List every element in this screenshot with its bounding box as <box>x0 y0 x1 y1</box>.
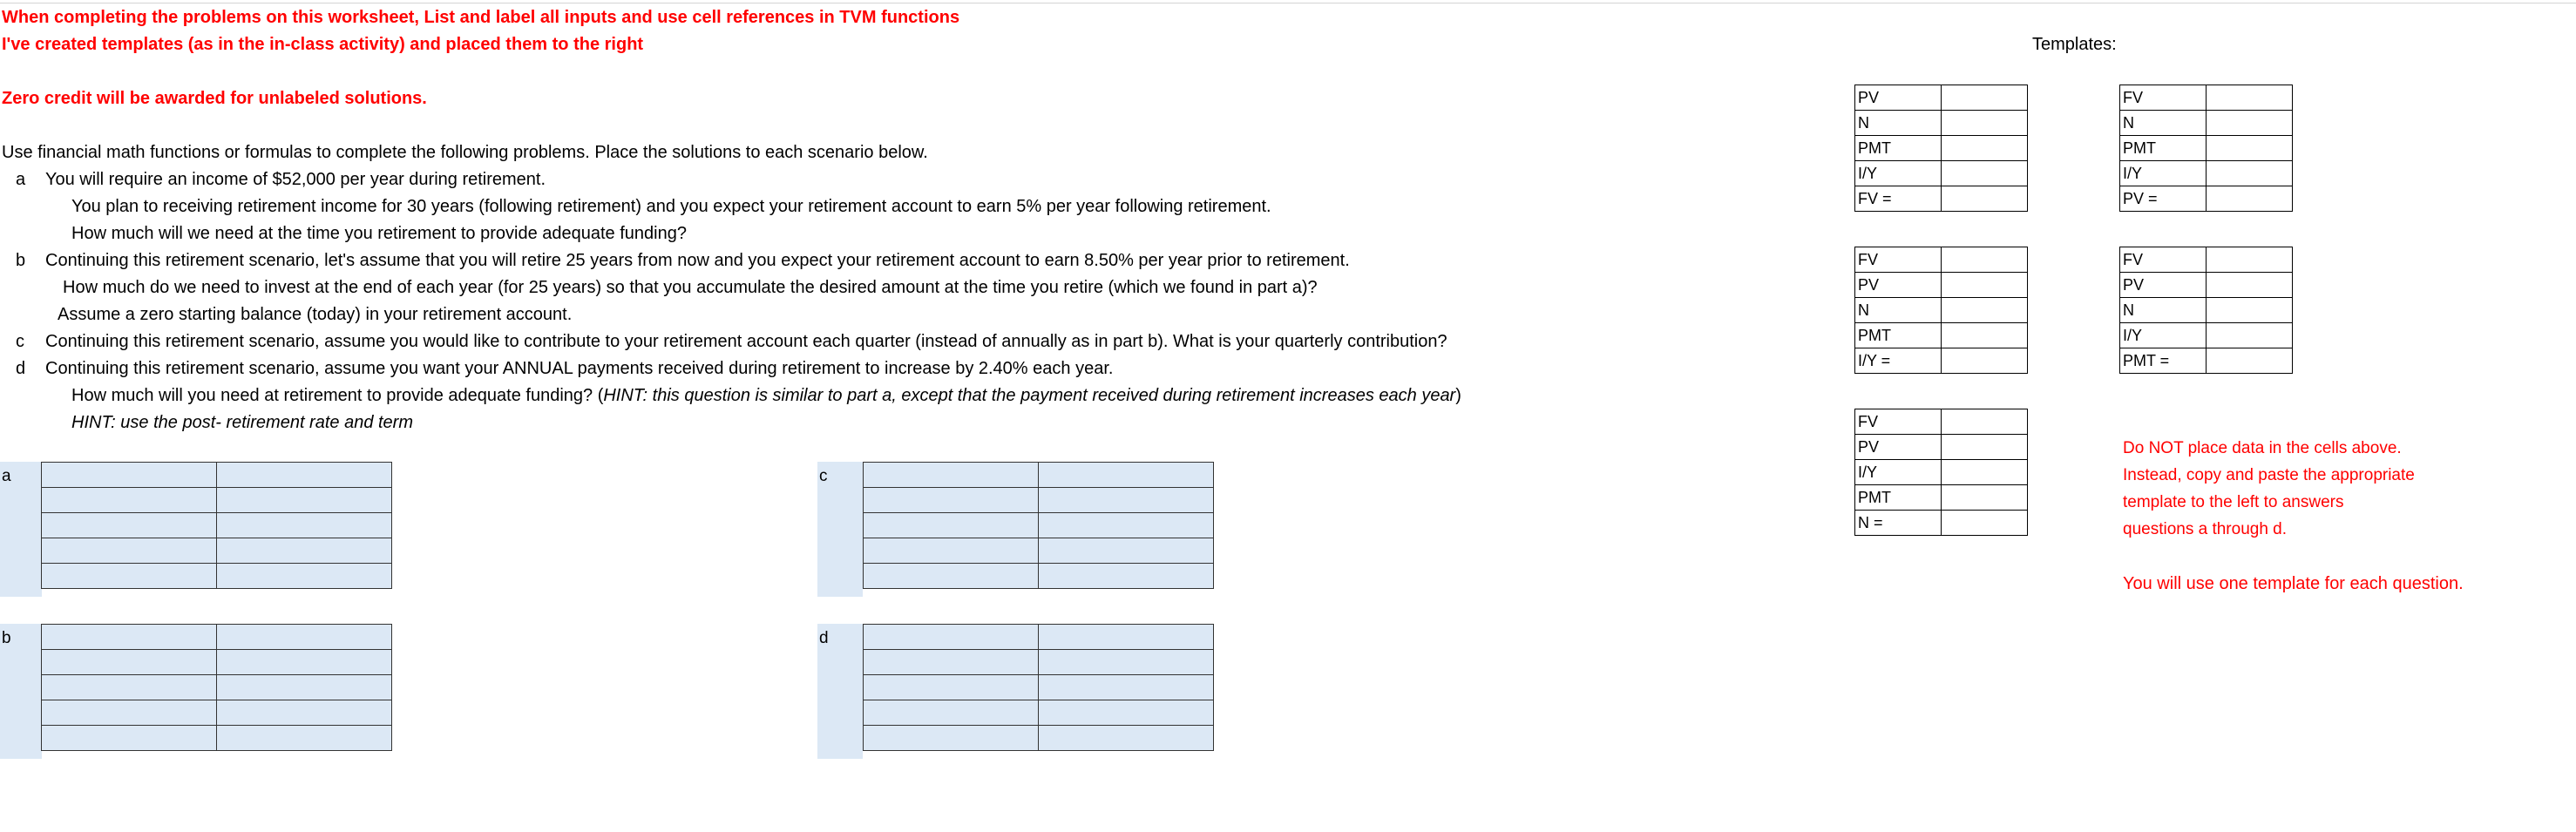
question-b-line-1: Continuing this retirement scenario, let's assume that you will retire 25 years from now and you expect your retirement account to earn 8.50% per year prior to retirement. <box>45 251 1350 270</box>
template-cell-value[interactable] <box>2207 348 2293 374</box>
template-row <box>2120 247 2293 273</box>
answer-cell[interactable] <box>1039 700 1214 726</box>
answer-c-label: c <box>819 467 828 485</box>
answer-row <box>864 625 1214 650</box>
template-cell-label[interactable]: I/Y <box>1855 161 1942 186</box>
template-row <box>1855 460 2028 485</box>
template-n <box>1854 409 2028 536</box>
sheet-top-gridline <box>0 0 2576 3</box>
answer-cell[interactable] <box>217 488 392 513</box>
answer-cell[interactable] <box>42 700 217 726</box>
template-cell-value[interactable] <box>1942 136 2028 161</box>
answer-row <box>864 538 1214 564</box>
answer-row <box>864 726 1214 751</box>
template-row <box>1855 186 2028 212</box>
answer-row <box>42 625 392 650</box>
question-a-line-1: You will require an income of $52,000 per year during retirement. <box>45 170 546 189</box>
question-b-line-3: Assume a zero starting balance (today) in your retirement account. <box>58 305 573 324</box>
answer-row <box>864 700 1214 726</box>
answer-cell[interactable] <box>864 538 1039 564</box>
template-cell-label[interactable]: PV <box>1855 273 1942 298</box>
answer-cell[interactable] <box>217 564 392 589</box>
template-cell-label[interactable]: I/Y <box>2120 161 2207 186</box>
question-d-line-2-start: How much will you need at retirement to provide adequate funding? ( <box>71 386 604 405</box>
answer-d-label: d <box>819 629 829 647</box>
answer-cell[interactable] <box>42 463 217 488</box>
header-line-1: When completing the problems on this worksheet, List and label all inputs and use cell references in TVM functions <box>2 8 960 27</box>
answer-cell[interactable] <box>42 488 217 513</box>
template-pv <box>2119 85 2293 212</box>
template-cell-label[interactable]: N = <box>1855 511 1942 536</box>
answer-row <box>42 675 392 700</box>
template-cell-label[interactable]: FV <box>1855 247 1942 273</box>
answer-cell[interactable] <box>1039 463 1214 488</box>
answer-cell[interactable] <box>217 538 392 564</box>
template-cell-value[interactable] <box>1942 460 2028 485</box>
template-row <box>1855 111 2028 136</box>
template-cell-label[interactable]: I/Y = <box>1855 348 1942 374</box>
template-row <box>1855 511 2028 536</box>
template-cell-value[interactable] <box>2207 298 2293 323</box>
answer-row <box>864 564 1214 589</box>
answer-cell[interactable] <box>864 564 1039 589</box>
template-row <box>2120 348 2293 374</box>
answer-cell[interactable] <box>1039 488 1214 513</box>
answer-cell[interactable] <box>864 513 1039 538</box>
template-row <box>2120 161 2293 186</box>
note-line-3: template to the left to answers <box>2123 493 2344 511</box>
template-cell-value[interactable] <box>2207 111 2293 136</box>
answer-cell[interactable] <box>1039 726 1214 751</box>
template-row <box>2120 298 2293 323</box>
answer-cell[interactable] <box>42 513 217 538</box>
template-cell-value[interactable] <box>1942 511 2028 536</box>
answer-cell[interactable] <box>217 625 392 650</box>
question-d-line-2-end: ) <box>1455 386 1461 405</box>
template-cell-value[interactable] <box>2207 136 2293 161</box>
question-c-line-1: Continuing this retirement scenario, assume you would like to contribute to your retirement account each quarter (instead of annually as in part b). What is your quarterly contribution? <box>45 332 1447 351</box>
template-cell-label[interactable]: N <box>1855 111 1942 136</box>
answer-row <box>42 488 392 513</box>
template-cell-label[interactable]: N <box>2120 111 2207 136</box>
answer-row <box>864 488 1214 513</box>
template-row <box>1855 85 2028 111</box>
note-line-1: Do NOT place data in the cells above. <box>2123 439 2402 457</box>
answer-cell[interactable] <box>42 538 217 564</box>
question-c-letter: c <box>16 332 24 351</box>
template-cell-value[interactable] <box>1942 485 2028 511</box>
question-d-line-1: Continuing this retirement scenario, assume you want your ANNUAL payments received during retirement to increase by 2.40% each year. <box>45 359 1114 378</box>
question-d-line-2-hint: HINT: this question is similar to part a, except that the payment received during retirement increases each year <box>603 386 1456 405</box>
answer-d-grid <box>863 624 1214 751</box>
template-cell-value[interactable] <box>2207 247 2293 273</box>
template-iy <box>1854 247 2028 374</box>
template-cell-value[interactable] <box>1942 247 2028 273</box>
template-cell-value[interactable] <box>1942 435 2028 460</box>
answer-row <box>42 700 392 726</box>
template-fv <box>1854 85 2028 212</box>
answer-row <box>42 650 392 675</box>
template-row <box>1855 161 2028 186</box>
template-cell-label[interactable]: I/Y <box>1855 460 1942 485</box>
answer-cell[interactable] <box>864 650 1039 675</box>
answer-cell[interactable] <box>864 625 1039 650</box>
answer-cell[interactable] <box>864 675 1039 700</box>
answer-row <box>42 538 392 564</box>
answer-row <box>42 513 392 538</box>
template-cell-value[interactable] <box>1942 85 2028 111</box>
question-d-hint: HINT: use the post- retirement rate and term <box>71 413 414 432</box>
question-b-line-2: How much do we need to invest at the end of each year (for 25 years) so that you accumulate the desired amount at the time you retire (which we found in part a)? <box>63 278 1318 297</box>
answer-cell[interactable] <box>1039 538 1214 564</box>
instructions-intro: Use financial math functions or formulas to complete the following problems. Place the solutions to each scenario below. <box>2 143 928 162</box>
template-row <box>1855 298 2028 323</box>
template-pmt <box>2119 247 2293 374</box>
answer-row <box>42 564 392 589</box>
header-line-2: I've created templates (as in the in-class activity) and placed them to the right <box>2 35 644 54</box>
answer-cell[interactable] <box>864 488 1039 513</box>
answer-cell[interactable] <box>1039 564 1214 589</box>
answer-cell[interactable] <box>1039 650 1214 675</box>
answer-cell[interactable] <box>864 463 1039 488</box>
answer-a-label: a <box>2 467 11 485</box>
question-a-line-2: You plan to receiving retirement income for 30 years (following retirement) and you expect your retirement account to earn 5% per year following retirement. <box>71 197 1271 216</box>
answer-row <box>42 463 392 488</box>
answer-cell[interactable] <box>1039 675 1214 700</box>
template-cell-label[interactable]: N <box>1855 298 1942 323</box>
template-cell-label[interactable]: I/Y <box>2120 323 2207 348</box>
template-cell-label[interactable]: PV <box>1855 435 1942 460</box>
template-cell-label[interactable]: PMT <box>2120 136 2207 161</box>
template-cell-label[interactable]: FV <box>1855 409 1942 435</box>
question-d-letter: d <box>16 359 26 378</box>
template-row <box>1855 485 2028 511</box>
answer-cell[interactable] <box>217 700 392 726</box>
answer-cell[interactable] <box>217 513 392 538</box>
template-row <box>1855 409 2028 435</box>
template-row <box>2120 136 2293 161</box>
note-line-4: questions a through d. <box>2123 520 2288 538</box>
answer-b-label: b <box>2 629 11 647</box>
question-a-line-3: How much will we need at the time you retirement to provide adequate funding? <box>71 224 687 243</box>
template-row <box>1855 247 2028 273</box>
template-cell-label[interactable]: PMT <box>1855 136 1942 161</box>
answer-cell[interactable] <box>217 675 392 700</box>
template-cell-value[interactable] <box>2207 273 2293 298</box>
template-cell-label[interactable]: FV <box>2120 85 2207 111</box>
answer-row <box>42 726 392 751</box>
answer-cell[interactable] <box>42 564 217 589</box>
answer-row <box>864 513 1214 538</box>
template-cell-label[interactable]: PMT <box>1855 485 1942 511</box>
template-cell-label[interactable]: FV = <box>1855 186 1942 212</box>
template-cell-label[interactable]: PV = <box>2120 186 2207 212</box>
note-line-5: You will use one template for each question. <box>2123 574 2464 593</box>
template-row <box>1855 136 2028 161</box>
answer-cell[interactable] <box>1039 625 1214 650</box>
template-row <box>1855 348 2028 374</box>
template-cell-value[interactable] <box>1942 323 2028 348</box>
question-d-line-2 <box>71 385 1461 406</box>
answer-cell[interactable] <box>217 650 392 675</box>
template-cell-label[interactable]: PMT <box>1855 323 1942 348</box>
answer-cell[interactable] <box>42 650 217 675</box>
template-cell-value[interactable] <box>2207 161 2293 186</box>
answer-cell[interactable] <box>42 625 217 650</box>
answer-c-grid <box>863 462 1214 589</box>
template-cell-value[interactable] <box>2207 85 2293 111</box>
template-row <box>2120 323 2293 348</box>
template-row <box>1855 273 2028 298</box>
template-row <box>1855 323 2028 348</box>
answer-cell[interactable] <box>217 726 392 751</box>
template-cell-value[interactable] <box>1942 161 2028 186</box>
template-cell-value[interactable] <box>1942 186 2028 212</box>
note-line-2: Instead, copy and paste the appropriate <box>2123 466 2415 484</box>
template-row <box>2120 111 2293 136</box>
question-b-letter: b <box>16 251 26 270</box>
template-cell-label[interactable]: PV <box>2120 273 2207 298</box>
answer-row <box>864 675 1214 700</box>
answer-b-grid <box>41 624 392 751</box>
template-cell-label[interactable]: N <box>2120 298 2207 323</box>
template-row <box>2120 186 2293 212</box>
templates-title: Templates: <box>2032 35 2117 54</box>
template-cell-value[interactable] <box>1942 111 2028 136</box>
template-row <box>1855 435 2028 460</box>
template-cell-value[interactable] <box>1942 409 2028 435</box>
template-cell-value[interactable] <box>1942 348 2028 374</box>
template-cell-value[interactable] <box>2207 186 2293 212</box>
template-cell-label[interactable]: PV <box>1855 85 1942 111</box>
answer-cell[interactable] <box>1039 513 1214 538</box>
answer-cell[interactable] <box>864 726 1039 751</box>
unlabeled-warning: Zero credit will be awarded for unlabeled solutions. <box>2 89 427 108</box>
template-cell-label[interactable]: PMT = <box>2120 348 2207 374</box>
answer-row <box>864 650 1214 675</box>
template-cell-label[interactable]: FV <box>2120 247 2207 273</box>
template-cell-value[interactable] <box>1942 298 2028 323</box>
template-cell-value[interactable] <box>2207 323 2293 348</box>
template-cell-value[interactable] <box>1942 273 2028 298</box>
template-row <box>2120 85 2293 111</box>
answer-cell[interactable] <box>42 726 217 751</box>
template-row <box>2120 273 2293 298</box>
answer-cell[interactable] <box>42 675 217 700</box>
question-a-letter: a <box>16 170 26 189</box>
answer-row <box>864 463 1214 488</box>
answer-cell[interactable] <box>864 700 1039 726</box>
answer-a-grid <box>41 462 392 589</box>
answer-cell[interactable] <box>217 463 392 488</box>
